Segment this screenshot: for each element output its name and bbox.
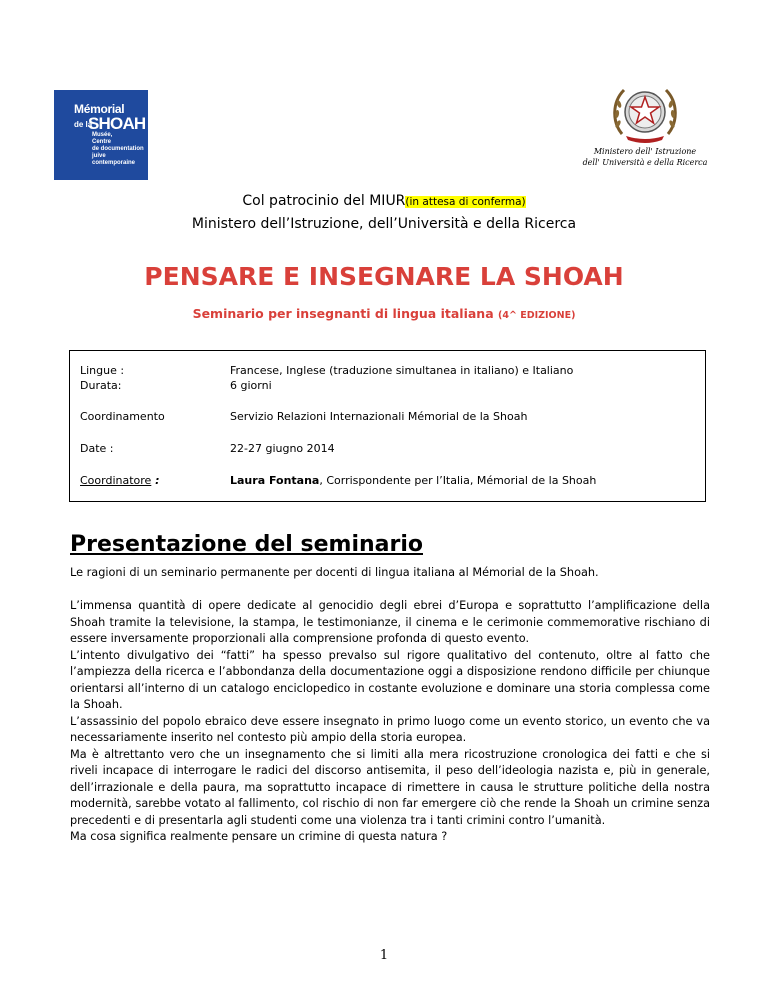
coordinatore-role: , Corrispondente per l’Italia, Mémorial de la Shoah	[319, 474, 597, 487]
document-title: PENSARE E INSEGNARE LA SHOAH	[144, 262, 624, 291]
logo-text-shoah: SHOAH	[88, 114, 146, 133]
page-number: 1	[379, 948, 389, 963]
coordinatore-label	[80, 473, 180, 488]
date-value: 22-27 giugno 2014	[230, 442, 335, 455]
durata-value: 6 giorni	[230, 379, 272, 392]
logo-text-dela: de la	[74, 120, 93, 129]
pending-confirmation-note: (in attesa di conferma)	[405, 196, 526, 208]
patronage-block	[0, 190, 768, 235]
presentation-heading: Presentazione del seminario	[70, 532, 423, 557]
coordinamento-label: Coordinamento	[80, 410, 165, 423]
miur-caption-line1: Ministero dell' Istruzione	[593, 147, 697, 156]
logo-text-memorial: Mémorial	[74, 102, 125, 116]
patronage-text: Col patrocinio del MIUR	[242, 193, 406, 209]
italian-republic-emblem-icon	[608, 80, 682, 144]
coordinatore-colon: :	[151, 474, 160, 487]
lingue-value: Francese, Inglese (traduzione simultanea in italiano) e Italiano	[230, 364, 574, 377]
patronage-line1	[0, 190, 768, 213]
date-label: Date :	[80, 442, 114, 455]
durata-label: Durata:	[80, 379, 122, 392]
edition-label: (4^ EDIZIONE)	[498, 310, 576, 321]
memorial-shoah-logo	[54, 90, 148, 180]
seminar-info-box	[69, 350, 706, 502]
body-paragraph: L’intento divulgativo dei “fatti” ha spesso prevalso sul rigore qualitativo del contenuto, oltre al fatto che l’ampiezza della ricerca e l’abbondanza della documentazione oggi a disposizione rendono difficile per chiunque orientarsi all’interno di un catalogo enciclopedico in costante evoluzione e dominare una storia complessa come la Shoah.	[70, 648, 710, 711]
body-paragraph: Ma è altrettanto vero che un insegnamento che si limiti alla mera ricostruzione cronologica dei fatti e che si riveli incapace di interrogare le radici del discorso antisemita, il peso dell’ideologia nazista e, più in generale, dell’irrazionale e della paura, ma soprattutto incapace di rimettere in causa le strutture politiche della nostra modernità, sarebbe votato al fallimento, col rischio di non far emergere ciò che rende la Shoah un crimine senza precedenti e di presentarla agli studenti come una violenza tra i tanti crimini contro l’umanità.	[70, 747, 710, 827]
body-paragraph: L’immensa quantità di opere dedicate al genocidio degli ebrei d’Europa e soprattutto l’amplificazione della Shoah tramite la televisione, la stampa, le testimonianze, il cinema e le cerimonie commemorative rischiano di essere inversamente proporzionali alla comprensione profonda di questo evento.	[70, 599, 710, 645]
body-paragraph: Ma cosa significa realmente pensare un crimine di questa natura ?	[70, 830, 448, 843]
coordinatore-label-text: Coordinatore	[80, 474, 152, 487]
miur-emblem-logo	[580, 80, 710, 176]
subtitle-main: Seminario per insegnanti di lingua italiana	[192, 306, 494, 321]
coordinatore-name: Laura Fontana	[230, 474, 320, 487]
lingue-label: Lingue :	[80, 364, 125, 377]
coordinatore-value	[230, 473, 700, 488]
miur-caption	[580, 146, 710, 168]
logo-text-sub: Musée, Centre de documentation juive contemporaine	[92, 132, 144, 166]
miur-caption-line2: dell' Università e della Ricerca	[582, 158, 708, 167]
body-paragraph: L’assassinio del popolo ebraico deve essere insegnato in primo luogo come un evento storico, un evento che va necessariamente inserito nel contesto più ampio della storia europea.	[70, 714, 710, 744]
coordinamento-value: Servizio Relazioni Internazionali Mémorial de la Shoah	[230, 410, 528, 423]
ministry-name: Ministero dell’Istruzione, dell’Università e della Ricerca	[191, 216, 577, 232]
presentation-body	[70, 598, 710, 846]
presentation-lead: Le ragioni di un seminario permanente per docenti di lingua italiana al Mémorial de la Shoah.	[70, 566, 599, 579]
document-subtitle	[0, 306, 768, 321]
